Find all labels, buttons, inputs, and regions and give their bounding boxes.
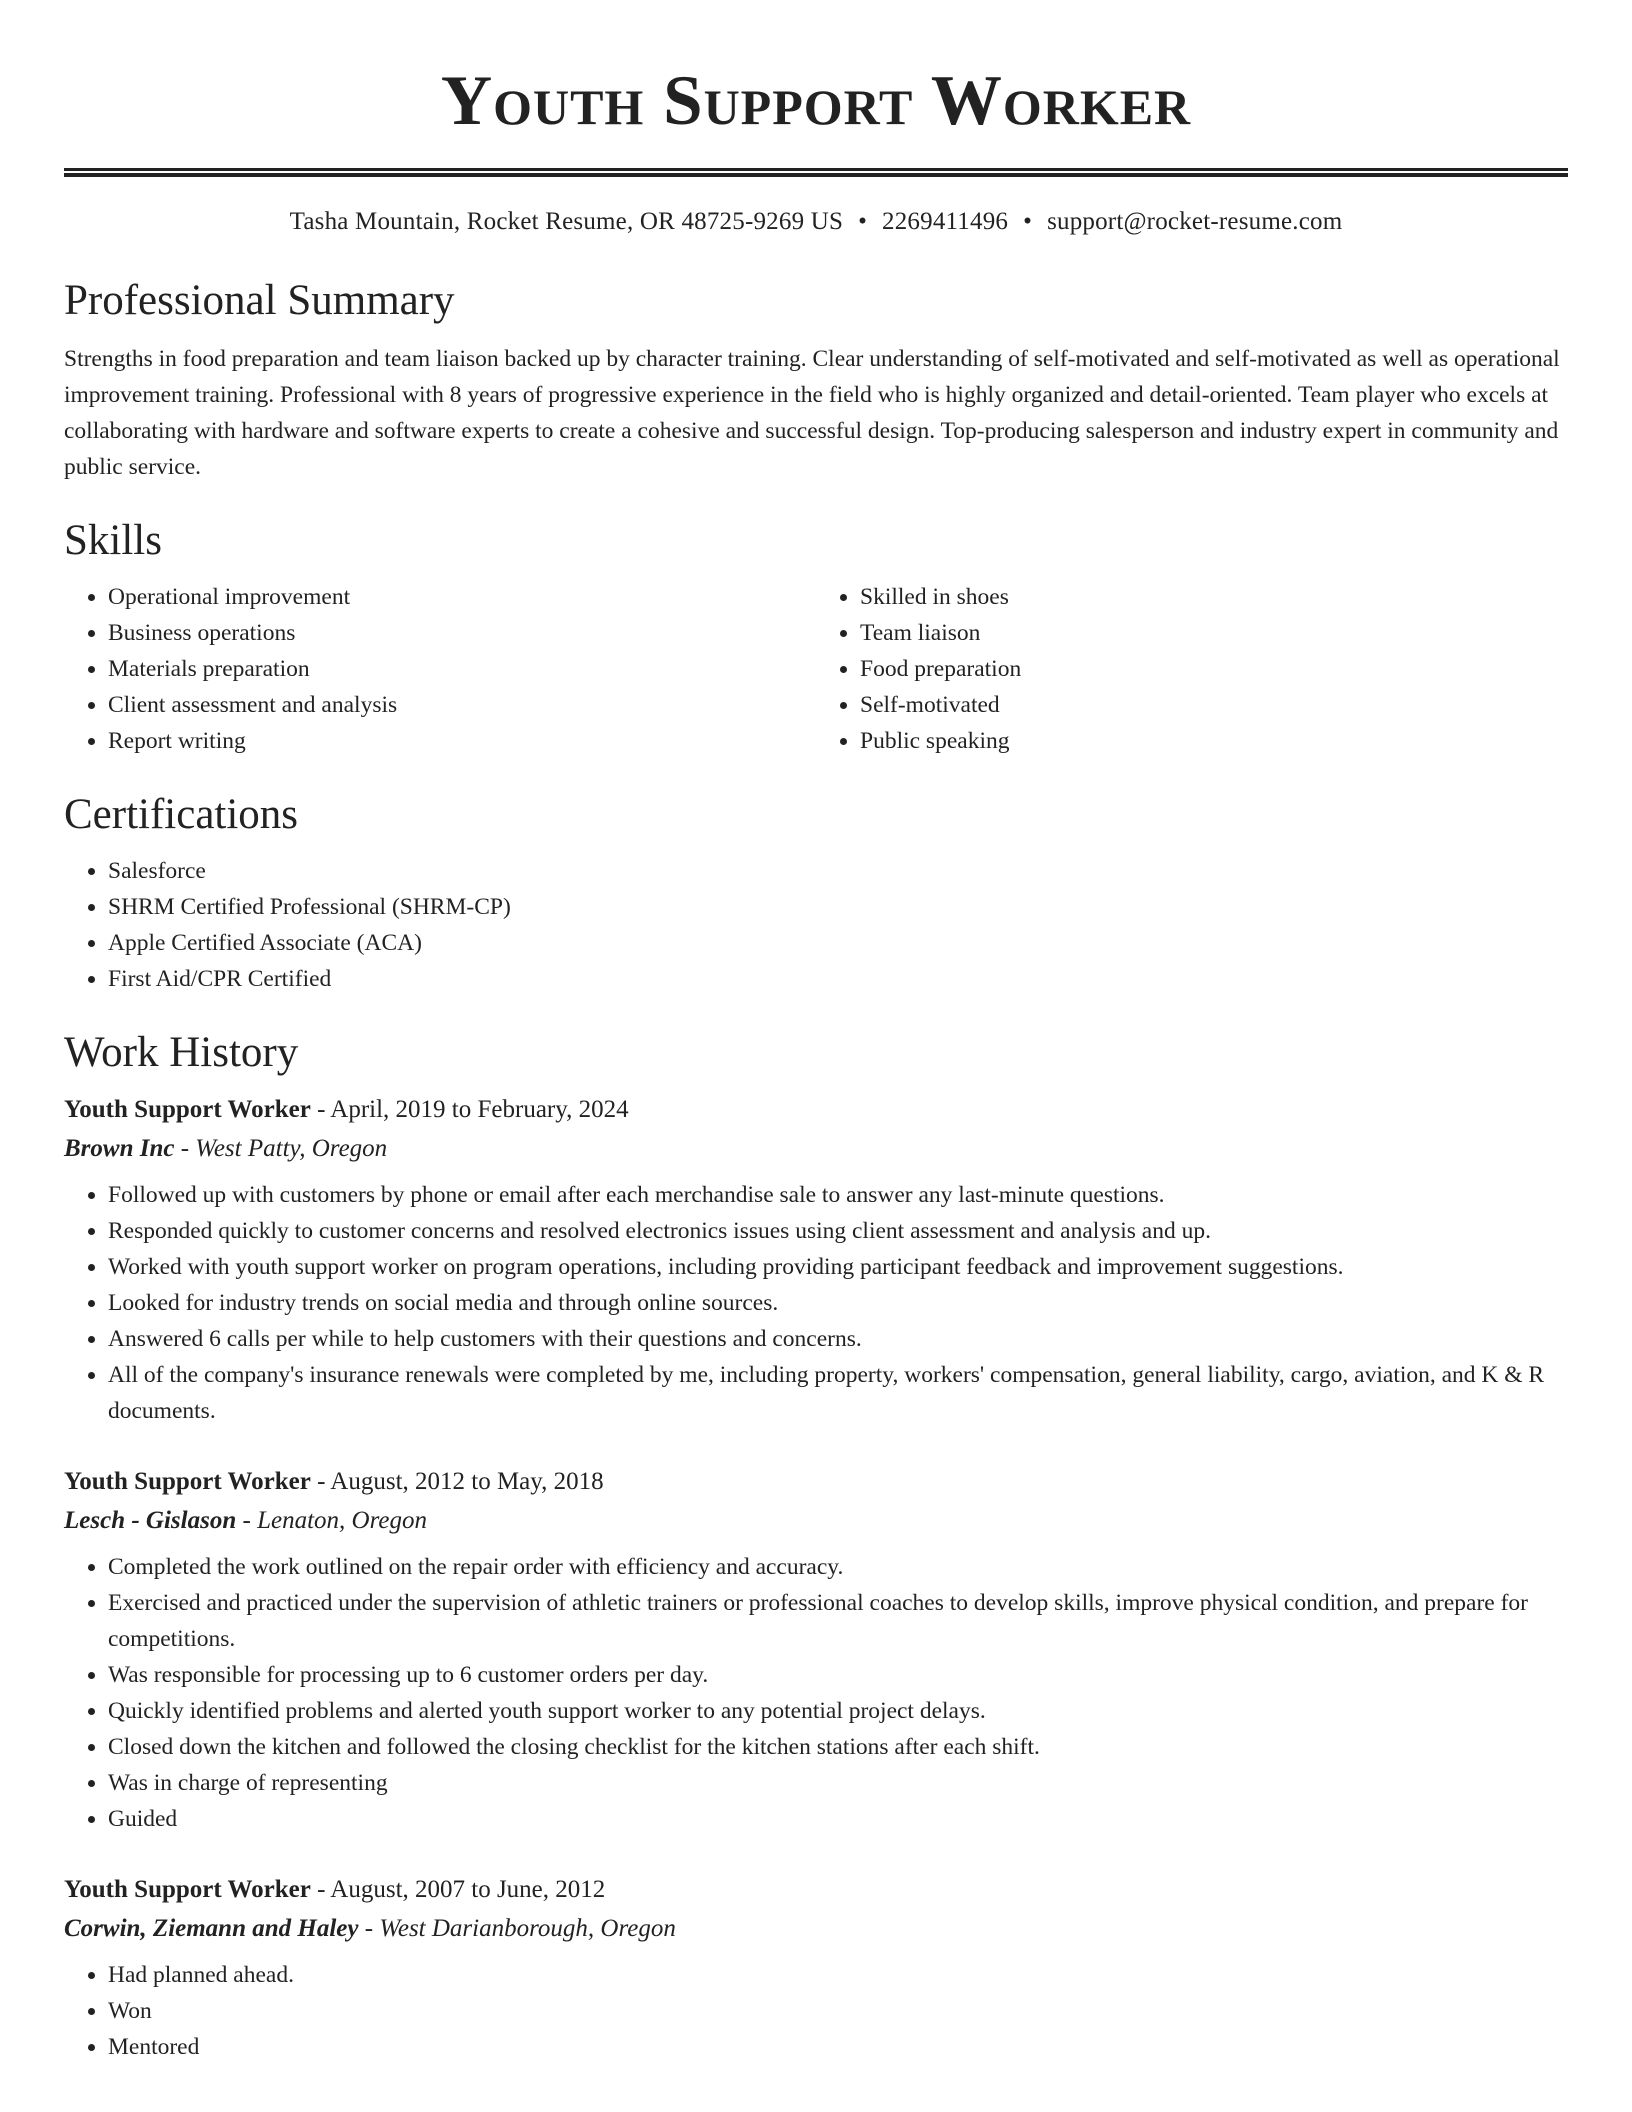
- contact-address: Tasha Mountain, Rocket Resume, OR 48725-9269 US: [289, 208, 844, 235]
- job-dates: August, 2012 to May, 2018: [330, 1468, 604, 1495]
- job-dash: -: [310, 1876, 331, 1903]
- job-duty: • Quickly identified problems and alerted youth support worker to any potential project delays.: [108, 1693, 1568, 1729]
- skill-item: • Food preparation: [860, 651, 1568, 687]
- job-dates: April, 2019 to February, 2024: [330, 1096, 629, 1123]
- job-duty: • Was in charge of representing: [108, 1765, 1568, 1801]
- certifications-list: [64, 853, 1568, 997]
- contact-phone: 2269411496: [882, 208, 1009, 235]
- job-duties-list: [64, 1957, 1568, 2065]
- job-title: Youth Support Worker: [64, 1468, 311, 1495]
- job-duty: • Completed the work outlined on the repair order with efficiency and accuracy.: [108, 1549, 1568, 1585]
- job-title: Youth Support Worker: [64, 1876, 311, 1903]
- resume-title: Youth Support Worker: [440, 62, 1192, 140]
- certification-item: • Apple Certified Associate (ACA): [108, 925, 1568, 961]
- job-company-line: [64, 1501, 1568, 1541]
- job-dates: August, 2007 to June, 2012: [330, 1876, 606, 1903]
- job-duty: • Worked with youth support worker on program operations, including providing participant feedback and improvement suggestions.: [108, 1249, 1568, 1285]
- skill-item: • Materials preparation: [108, 651, 816, 687]
- certification-item: • SHRM Certified Professional (SHRM-CP): [108, 889, 1568, 925]
- job-duty: • Looked for industry trends on social media and through online sources.: [108, 1285, 1568, 1321]
- skills-list-right: [816, 579, 1568, 759]
- certification-item: • Salesforce: [108, 853, 1568, 889]
- job-company: Lesch - Gislason: [64, 1507, 237, 1534]
- job-dash: -: [310, 1468, 331, 1495]
- certifications-heading: Certifications: [64, 791, 299, 838]
- job-title: Youth Support Worker: [64, 1096, 311, 1123]
- job-entry: [64, 1463, 1568, 1837]
- job-duty: • Closed down the kitchen and followed the closing checklist for the kitchen stations after each shift.: [108, 1729, 1568, 1765]
- skill-item: • Business operations: [108, 615, 816, 651]
- job-entry: [64, 1091, 1568, 1429]
- job-title-line: [64, 1871, 1568, 1909]
- job-duty: • Had planned ahead.: [108, 1957, 1568, 1993]
- job-location: Lenaton, Oregon: [257, 1507, 427, 1534]
- job-company: Brown Inc: [64, 1135, 175, 1162]
- skill-item: • Operational improvement: [108, 579, 816, 615]
- job-dash: -: [236, 1507, 258, 1534]
- job-dash: -: [310, 1096, 331, 1123]
- job-duty: • Followed up with customers by phone or email after each merchandise sale to answer any last-minute questions.: [108, 1177, 1568, 1213]
- job-dash: -: [358, 1915, 380, 1942]
- job-duty: • Won: [108, 1993, 1568, 2029]
- job-duty: • Answered 6 calls per while to help customers with their questions and concerns.: [108, 1321, 1568, 1357]
- job-title-line: [64, 1091, 1568, 1129]
- job-company-line: [64, 1129, 1568, 1169]
- job-entry: [64, 1871, 1568, 2065]
- skill-item: • Public speaking: [860, 723, 1568, 759]
- skill-item: • Client assessment and analysis: [108, 687, 816, 723]
- job-location: West Darianborough, Oregon: [379, 1915, 676, 1942]
- job-duty: • All of the company's insurance renewals were completed by me, including property, workers' compensation, general liability, cargo, aviation, and K & R documents.: [108, 1357, 1568, 1429]
- job-location: West Patty, Oregon: [195, 1135, 388, 1162]
- job-duties-list: [64, 1549, 1568, 1837]
- contact-separator: •: [1023, 208, 1033, 235]
- job-duty: • Was responsible for processing up to 6 customer orders per day.: [108, 1657, 1568, 1693]
- job-company: Corwin, Ziemann and Haley: [64, 1915, 359, 1942]
- work-history-heading: Work History: [64, 1029, 299, 1076]
- contact-email: support@rocket-resume.com: [1047, 208, 1343, 235]
- certification-item: • First Aid/CPR Certified: [108, 961, 1568, 997]
- job-duty: • Mentored: [108, 2029, 1568, 2065]
- job-duty: • Guided: [108, 1801, 1568, 1837]
- title-divider: [64, 168, 1568, 177]
- skills-heading: Skills: [64, 517, 162, 564]
- contact-line: [64, 205, 1568, 239]
- skill-item: • Team liaison: [860, 615, 1568, 651]
- skill-item: • Skilled in shoes: [860, 579, 1568, 615]
- job-title-line: [64, 1463, 1568, 1501]
- contact-separator: •: [858, 208, 868, 235]
- job-duty: • Exercised and practiced under the supervision of athletic trainers or professional coaches to develop skills, improve physical condition, and prepare for competitions.: [108, 1585, 1568, 1657]
- skills-list-left: [64, 579, 816, 759]
- job-duty: • Responded quickly to customer concerns and resolved electronics issues using client assessment and analysis and up.: [108, 1213, 1568, 1249]
- summary-text: Strengths in food preparation and team liaison backed up by character training. Clear understanding of self-motivated and self-motivated as well as operational improvement training. Professional with 8 years of progressive experience in the field who is highly organized and detail-oriented. Team player who excels at collaborating with hardware and software experts to create a cohesive and successful design. Top-producing salesperson and industry expert in community and public service.: [64, 346, 1560, 480]
- job-duties-list: [64, 1177, 1568, 1429]
- job-dash: -: [174, 1135, 196, 1162]
- skill-item: • Self-motivated: [860, 687, 1568, 723]
- summary-heading: Professional Summary: [64, 277, 455, 324]
- job-company-line: [64, 1909, 1568, 1949]
- skill-item: • Report writing: [108, 723, 816, 759]
- skills-grid: [64, 567, 1568, 759]
